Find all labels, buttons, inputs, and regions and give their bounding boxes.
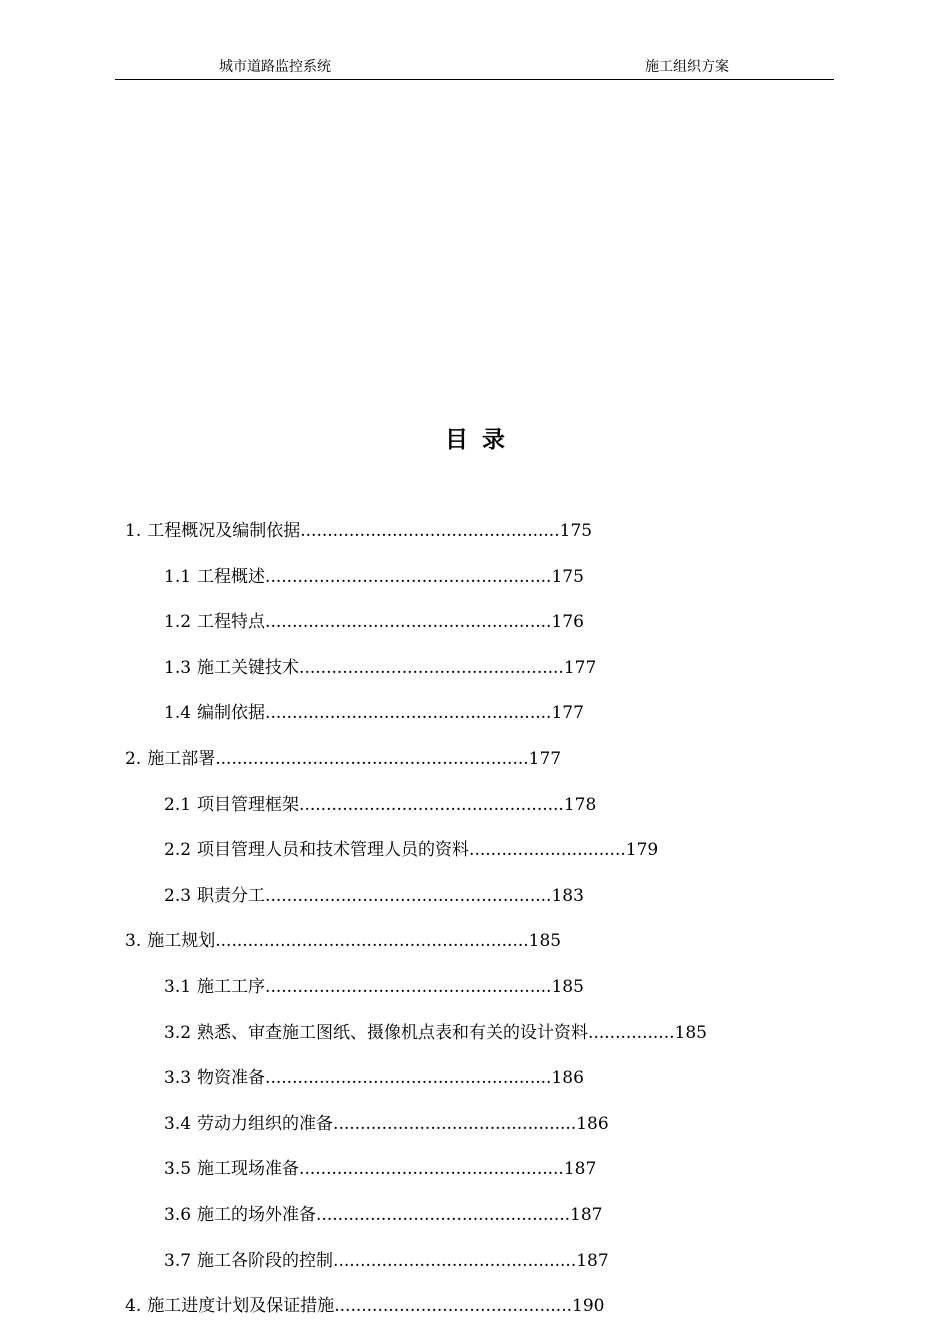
toc-entry-number: 3.3 xyxy=(164,1068,192,1088)
toc-entry-page: 183 xyxy=(551,886,584,906)
toc-entry-page: 178 xyxy=(563,795,597,815)
toc-entry[interactable] xyxy=(164,884,584,908)
toc-entry-number: 2.3 xyxy=(164,886,192,906)
toc-entry-leader: ............................................ xyxy=(334,1296,573,1316)
toc-entry-number: 3.7 xyxy=(164,1251,192,1271)
toc-entry-page: 187 xyxy=(563,1159,597,1179)
toc-entry-number: 3.6 xyxy=(164,1205,192,1225)
toc-entry-title: 工程特点 xyxy=(197,612,266,632)
toc-entry-page: 190 xyxy=(572,1296,605,1316)
toc-entry-leader: ............................. xyxy=(469,840,626,860)
toc-entry-leader: ..................................................... xyxy=(265,886,552,906)
toc-entry[interactable] xyxy=(164,1157,596,1181)
toc-entry-title: 劳动力组织的准备 xyxy=(197,1114,334,1134)
toc-entry-title: 施工关键技术 xyxy=(197,658,300,678)
header-section-title: 施工组织方案 xyxy=(645,59,729,75)
toc-entry-page: 175 xyxy=(551,567,584,587)
toc-heading: 目录 xyxy=(445,426,519,453)
toc-entry-number: 1.3 xyxy=(164,658,192,678)
toc-entry-page: 186 xyxy=(551,1068,584,1088)
toc-entry[interactable] xyxy=(164,1021,707,1045)
toc-entry-number: 1. xyxy=(125,521,142,541)
toc-entry-title: 施工现场准备 xyxy=(197,1159,300,1179)
toc-entry-page: 177 xyxy=(551,703,584,723)
toc-entry[interactable] xyxy=(125,929,561,953)
toc-entry-page: 187 xyxy=(576,1251,609,1271)
toc-entry[interactable] xyxy=(164,1066,584,1090)
toc-entry-leader: ................................................. xyxy=(299,795,564,815)
toc-entry-leader: ..................................................... xyxy=(265,977,552,997)
toc-entry-page: 175 xyxy=(559,521,593,541)
toc-entry-leader: ............................................. xyxy=(333,1251,577,1271)
toc-entry-page: 185 xyxy=(551,977,584,997)
toc-entry-title: 熟悉、审查施工图纸、摄像机点表和有关的设计资料 xyxy=(197,1023,589,1043)
toc-entry-page: 176 xyxy=(551,612,584,632)
toc-entry-number: 1.1 xyxy=(164,567,192,587)
toc-entry-leader: ..................................................... xyxy=(265,1068,552,1088)
toc-entry[interactable] xyxy=(164,793,596,817)
toc-entry-leader: ..................................................... xyxy=(265,703,552,723)
toc-entry[interactable] xyxy=(125,747,561,771)
toc-entry-title: 施工各阶段的控制 xyxy=(197,1251,334,1271)
toc-entry-page: 179 xyxy=(625,840,659,860)
toc-entry-page: 185 xyxy=(528,931,562,951)
toc-entry-number: 3.4 xyxy=(164,1114,192,1134)
toc-entry-title: 施工规划 xyxy=(147,931,216,951)
toc-entry[interactable] xyxy=(164,701,584,725)
toc-entry-page: 177 xyxy=(563,658,597,678)
toc-entry-page: 185 xyxy=(674,1023,707,1043)
toc-entry-leader: ................................................. xyxy=(299,1159,564,1179)
toc-entry-number: 1.2 xyxy=(164,612,192,632)
toc-entry[interactable] xyxy=(164,1112,609,1136)
toc-entry[interactable] xyxy=(164,610,584,634)
toc-entry-leader: ................................................ xyxy=(300,521,560,541)
toc-entry-number: 2.1 xyxy=(164,795,192,815)
toc-entry-title: 施工部署 xyxy=(147,749,216,769)
toc-entry[interactable] xyxy=(164,838,658,862)
toc-entry-title: 施工进度计划及保证措施 xyxy=(147,1296,335,1316)
toc-entry[interactable] xyxy=(164,656,596,680)
toc-entry-leader: ..................................................... xyxy=(265,567,552,587)
toc-entry-title: 工程概况及编制依据 xyxy=(147,521,301,541)
toc-entry-leader: ..................................................... xyxy=(265,612,552,632)
toc-entry[interactable] xyxy=(164,1203,602,1227)
toc-entry-leader: .......................................................... xyxy=(215,749,529,769)
toc-entry-leader: ............................................. xyxy=(333,1114,577,1134)
toc-entry-title: 编制依据 xyxy=(197,703,266,723)
toc-entry-title: 施工工序 xyxy=(197,977,266,997)
toc-entry-number: 1.4 xyxy=(164,703,192,723)
toc-entry-number: 2. xyxy=(125,749,142,769)
toc-entry-title: 项目管理框架 xyxy=(197,795,300,815)
toc-entry-leader: ............................................... xyxy=(316,1205,571,1225)
toc-entry-number: 3. xyxy=(125,931,142,951)
toc-entry-number: 2.2 xyxy=(164,840,192,860)
toc-entry-leader: ................ xyxy=(588,1023,675,1043)
toc-entry-page: 186 xyxy=(576,1114,609,1134)
toc-entry-title: 职责分工 xyxy=(197,886,266,906)
toc-entry-page: 177 xyxy=(528,749,562,769)
toc-entry-leader: ................................................. xyxy=(299,658,564,678)
toc-entry-title: 物资准备 xyxy=(197,1068,266,1088)
toc-entry-page: 187 xyxy=(570,1205,603,1225)
toc-entry[interactable] xyxy=(164,975,584,999)
toc-entry-number: 4. xyxy=(125,1296,142,1316)
toc-entry[interactable] xyxy=(125,519,592,543)
toc-entry[interactable] xyxy=(164,565,584,589)
toc-entry-number: 3.2 xyxy=(164,1023,192,1043)
toc-entry-number: 3.5 xyxy=(164,1159,192,1179)
toc-entry-title: 工程概述 xyxy=(197,567,266,587)
toc-entry-title: 项目管理人员和技术管理人员的资料 xyxy=(197,840,470,860)
toc-entry-title: 施工的场外准备 xyxy=(197,1205,317,1225)
toc-entry[interactable] xyxy=(125,1294,604,1318)
header-document-title: 城市道路监控系统 xyxy=(219,59,331,75)
toc-entry-number: 3.1 xyxy=(164,977,192,997)
toc-entry-leader: .......................................................... xyxy=(215,931,529,951)
toc-entry[interactable] xyxy=(164,1249,609,1273)
